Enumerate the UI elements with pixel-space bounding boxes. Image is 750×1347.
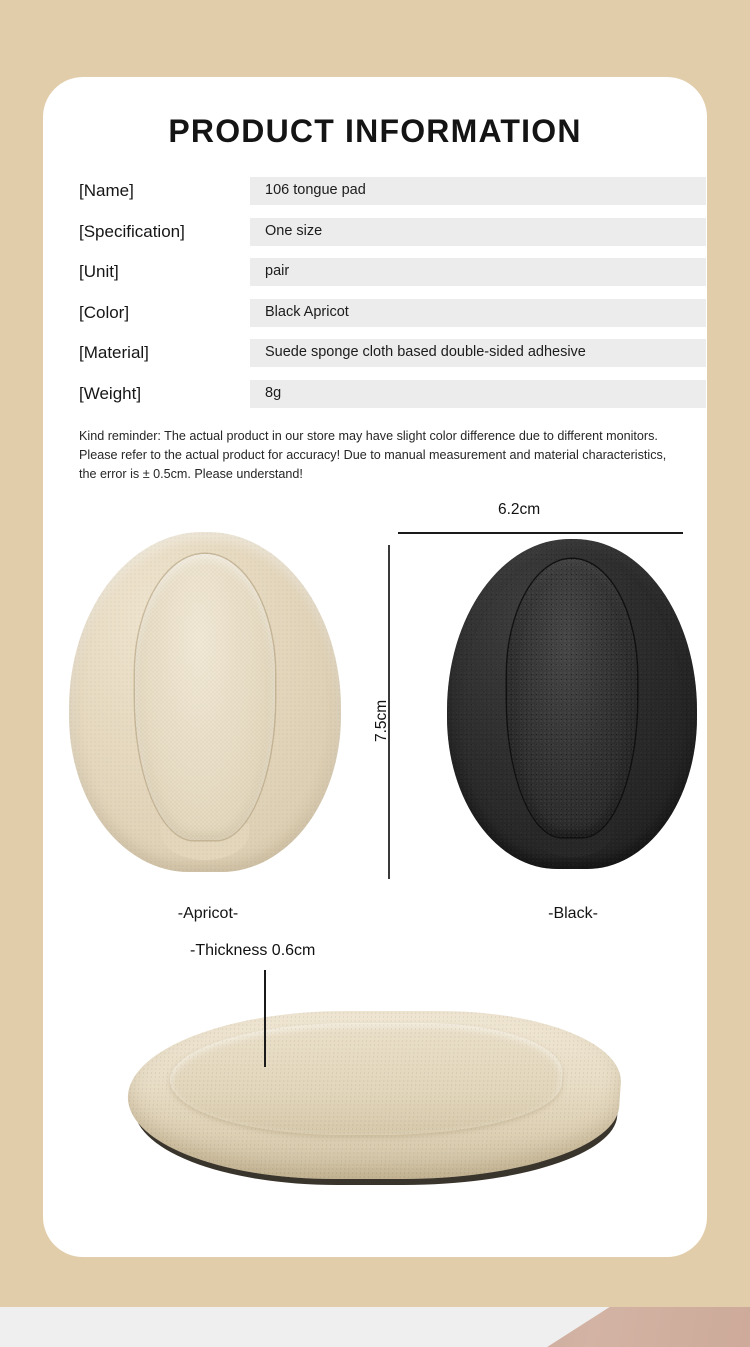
pad-center-panel bbox=[135, 554, 275, 840]
spec-value: One size bbox=[265, 222, 323, 239]
product-info-card bbox=[43, 77, 707, 1257]
next-section-photo bbox=[490, 1307, 750, 1347]
product-photo-area bbox=[43, 77, 707, 1257]
pad-center-panel bbox=[507, 559, 637, 837]
spec-label: [Material] bbox=[79, 343, 149, 362]
caption-apricot: -Apricot- bbox=[177, 905, 239, 922]
product-image-black-pad bbox=[447, 539, 697, 869]
height-measurement-label: 7.5cm bbox=[373, 699, 390, 742]
spec-label: [Specification] bbox=[79, 221, 185, 241]
width-measurement-line bbox=[398, 532, 683, 534]
thickness-leader-line bbox=[264, 970, 266, 1067]
caption-black: -Black- bbox=[548, 905, 598, 922]
spec-value: 106 tongue pad bbox=[265, 182, 366, 198]
spec-value: 8g bbox=[265, 384, 282, 401]
kind-reminder-note: Kind reminder: The actual product in our store may have slight color difference due to different monitors. Please refer to the actual product for accuracy! Due to manual measurement and material characteristics, the error is ± 0.5cm. Please understand! bbox=[79, 429, 667, 481]
pad-side-center-panel bbox=[166, 1023, 566, 1135]
spec-label: [Name] bbox=[79, 181, 134, 200]
product-image-side-view bbox=[106, 997, 646, 1212]
spec-value: pair bbox=[265, 263, 290, 279]
width-measurement-label: 6.2cm bbox=[498, 501, 541, 518]
pad-texture bbox=[135, 554, 275, 840]
spec-label: [Unit] bbox=[79, 262, 119, 281]
product-image-apricot-pad bbox=[69, 532, 341, 872]
page-title: PRODUCT INFORMATION bbox=[168, 113, 582, 149]
pad-texture bbox=[166, 1023, 566, 1135]
spec-label: [Color] bbox=[79, 302, 130, 322]
spec-value: Suede sponge cloth based double-sided adhesive bbox=[265, 344, 586, 360]
next-section-strip bbox=[0, 1307, 750, 1347]
thickness-label: -Thickness 0.6cm bbox=[190, 942, 316, 959]
spec-value: Black Apricot bbox=[265, 303, 349, 320]
spec-label: [Weight] bbox=[79, 383, 142, 403]
pad-texture bbox=[507, 559, 637, 837]
